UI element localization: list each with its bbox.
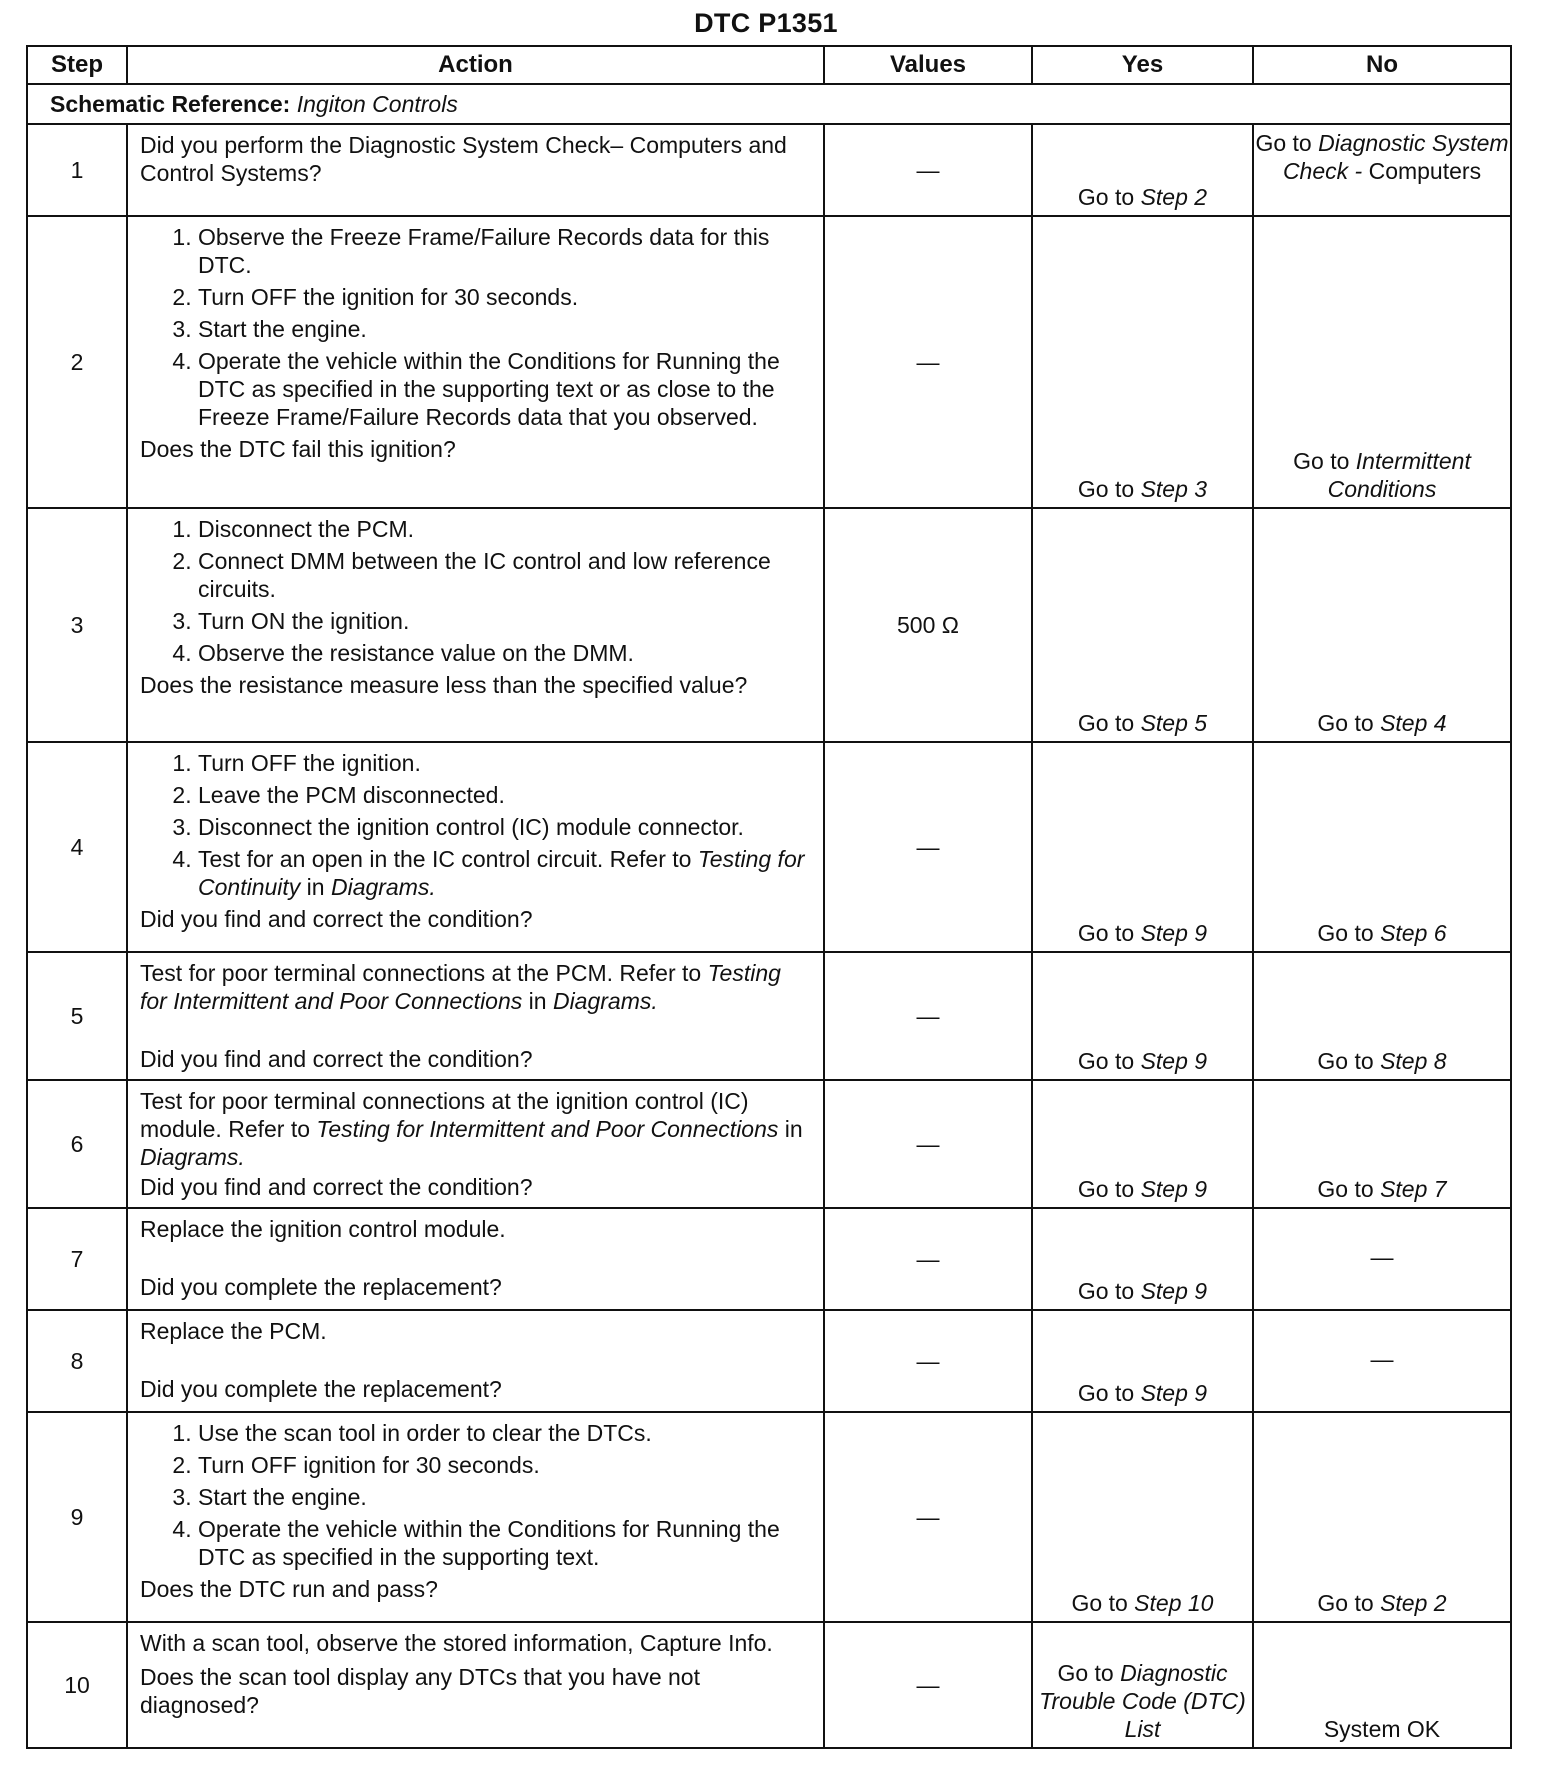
go-to-text: Go to [1317,1048,1374,1074]
action-cell [127,216,824,508]
yes-cell [1032,216,1253,508]
dtc-table [26,45,1512,1749]
action-text [140,1087,813,1171]
table-row [27,124,1511,216]
values-cell: — [824,216,1032,508]
header-row [27,46,1511,84]
action-text: Did you perform the Diagnostic System Check– Computers and Control Systems? [140,132,787,186]
yes-cell [1032,1080,1253,1208]
no-cell: System OK [1253,1622,1511,1748]
table-row [27,952,1511,1080]
table-row [27,1208,1511,1310]
values-cell: — [824,124,1032,216]
list-item: 3. Start the engine. [198,1483,813,1511]
values-cell: 500 Ω [824,508,1032,742]
list-item: 3. Disconnect the ignition control (IC) module connector. [198,813,813,841]
procedure-list [140,223,813,431]
action-cell [127,742,824,952]
diagrams-link: Diagrams. [552,988,658,1014]
question-text: Does the DTC run and pass? [140,1576,438,1602]
no-link: Step 7 [1380,1176,1447,1202]
no-link: Diagnostic System Check - [1282,130,1509,184]
step-number: 8 [27,1310,127,1412]
go-to-text: Go to [1077,1278,1135,1304]
diagrams-link: Diagrams. [140,1144,245,1170]
no-cell [1253,124,1511,216]
go-to-text: Go to [1077,1380,1135,1406]
yes-cell [1032,742,1253,952]
action-text [140,959,813,1015]
no-cell [1253,216,1511,508]
action-cell [127,952,824,1080]
values-cell: — [824,1310,1032,1412]
values-cell: — [824,1412,1032,1622]
yes-link: Step 9 [1140,1048,1208,1074]
go-to-text: Go to [1293,448,1350,474]
schematic-value: Ingiton Controls [296,91,458,117]
in-word: in [528,988,547,1014]
action-cell [127,124,824,216]
in-word: in [784,1116,803,1142]
table-row [27,1412,1511,1622]
list-item: 4. Operate the vehicle within the Conditions for Running the DTC as specified in the supporting text. [198,1515,813,1571]
step-number: 5 [27,952,127,1080]
yes-link: Step 5 [1140,710,1208,736]
action-cell [127,1208,824,1310]
go-to-text: Go to [1077,710,1135,736]
question-text: Does the scan tool display any DTCs that you have not diagnosed? [140,1664,700,1718]
list-item: 1. Turn OFF the ignition. [198,749,813,777]
procedure-list [140,1419,813,1571]
no-link: Step 4 [1380,710,1447,736]
reference-link: Testing for Intermittent and Poor Connections [316,1116,779,1142]
no-link: Intermittent Conditions [1327,448,1471,502]
question-text: Did you complete the replacement? [140,1376,502,1402]
list-item: 3. Turn ON the ignition. [198,607,813,635]
values-cell: — [824,742,1032,952]
table-row [27,508,1511,742]
yes-cell [1032,1208,1253,1310]
no-cell: — [1253,1208,1511,1310]
values-cell: — [824,1622,1032,1748]
go-to-text: Go to [1077,920,1135,946]
go-to-text: Go to [1071,1590,1128,1616]
go-to-text: Go to [1077,184,1135,210]
go-to-text: Go to [1077,1176,1135,1202]
step-number: 2 [27,216,127,508]
no-cell [1253,952,1511,1080]
question-text: Does the DTC fail this ignition? [140,436,456,462]
yes-cell [1032,508,1253,742]
step-number: 1 [27,124,127,216]
values-cell: — [824,1208,1032,1310]
question-text: Did you find and correct the condition? [140,1046,533,1072]
list-item: 2. Connect DMM between the IC control and low reference circuits. [198,547,813,603]
page-title: DTC P1351 [694,8,838,38]
reference-link: Testing for Continuity [198,846,805,900]
list-item: 4. Observe the resistance value on the DMM. [198,639,813,667]
table-row [27,742,1511,952]
yes-link: Step 3 [1140,476,1208,502]
item-text: Test for an open in the IC control circuit. Refer to [198,846,692,872]
table-row [27,216,1511,508]
yes-link: Step 9 [1140,920,1208,946]
yes-cell [1032,1412,1253,1622]
yes-link: Step 9 [1140,1278,1208,1304]
header-step: Step [27,46,127,84]
step-number: 6 [27,1080,127,1208]
header-no: No [1253,46,1511,84]
action-text: With a scan tool, observe the stored information, Capture Info. [140,1630,773,1656]
yes-link: Diagnostic Trouble Code (DTC) List [1039,1660,1246,1742]
action-text: Replace the PCM. [140,1318,327,1344]
yes-link: Step 2 [1140,184,1208,210]
action-cell [127,1412,824,1622]
yes-link: Step 9 [1140,1176,1208,1202]
list-item: 4. Operate the vehicle within the Conditions for Running the DTC as specified in the supporting text or as close to the Freeze Frame/Failure Records data that you observed. [198,347,813,431]
yes-link: Step 9 [1140,1380,1208,1406]
yes-cell [1032,124,1253,216]
values-cell: — [824,952,1032,1080]
yes-link: Step 10 [1134,1590,1214,1616]
step-number: 3 [27,508,127,742]
question-text: Did you complete the replacement? [140,1274,502,1300]
reference-link: Testing for Intermittent and Poor Connections [140,960,781,1014]
diagrams-link: Diagrams. [330,874,436,900]
step-number: 10 [27,1622,127,1748]
values-cell: — [824,1080,1032,1208]
go-to-text: Go to [1317,1590,1374,1616]
no-cell: — [1253,1310,1511,1412]
header-action: Action [127,46,824,84]
action-cell [127,1080,824,1208]
header-values: Values [824,46,1032,84]
list-item [198,845,813,901]
go-to-text: Go to [1317,920,1374,946]
schematic-label: Schematic Reference: [50,91,291,117]
go-to-text: Go to [1077,1048,1135,1074]
in-word: in [306,874,325,900]
question-text: Did you find and correct the condition? [140,906,533,932]
question-text: Did you find and correct the condition? [140,1174,533,1200]
go-to-text: Go to [1057,1660,1114,1686]
go-to-text: Go to [1255,130,1312,156]
no-link-tail: Computers [1368,158,1482,184]
instruction-text: Test for poor terminal connections at the ignition control (IC) module. Refer to [140,1088,749,1142]
table-row [27,1310,1511,1412]
list-item: 2. Turn OFF the ignition for 30 seconds. [198,283,813,311]
no-link: Step 8 [1380,1048,1447,1074]
question-text: Does the resistance measure less than the specified value? [140,672,748,698]
step-number: 9 [27,1412,127,1622]
action-cell [127,1622,824,1748]
yes-cell [1032,952,1253,1080]
table-row [27,1622,1511,1748]
list-item: 2. Turn OFF ignition for 30 seconds. [198,1451,813,1479]
instruction-text: Test for poor terminal connections at the PCM. Refer to [140,960,702,986]
no-link: Step 2 [1380,1590,1447,1616]
step-number: 4 [27,742,127,952]
action-cell [127,1310,824,1412]
go-to-text: Go to [1317,710,1374,736]
no-link: Step 6 [1380,920,1447,946]
header-yes: Yes [1032,46,1253,84]
list-item: 3. Start the engine. [198,315,813,343]
no-cell [1253,508,1511,742]
table-row [27,1080,1511,1208]
schematic-reference [27,84,1511,124]
action-text: Replace the ignition control module. [140,1216,506,1242]
list-item: 1. Use the scan tool in order to clear the DTCs. [198,1419,813,1447]
procedure-list [140,515,813,667]
schematic-row [27,84,1511,124]
procedure-list [140,749,813,901]
no-cell [1253,742,1511,952]
list-item: 2. Leave the PCM disconnected. [198,781,813,809]
action-cell [127,508,824,742]
no-cell [1253,1080,1511,1208]
yes-cell [1032,1622,1253,1748]
list-item: 1. Disconnect the PCM. [198,515,813,543]
list-item: 1. Observe the Freeze Frame/Failure Records data for this DTC. [198,223,813,279]
go-to-text: Go to [1077,476,1135,502]
step-number: 7 [27,1208,127,1310]
no-cell [1253,1412,1511,1622]
go-to-text: Go to [1317,1176,1374,1202]
yes-cell [1032,1310,1253,1412]
